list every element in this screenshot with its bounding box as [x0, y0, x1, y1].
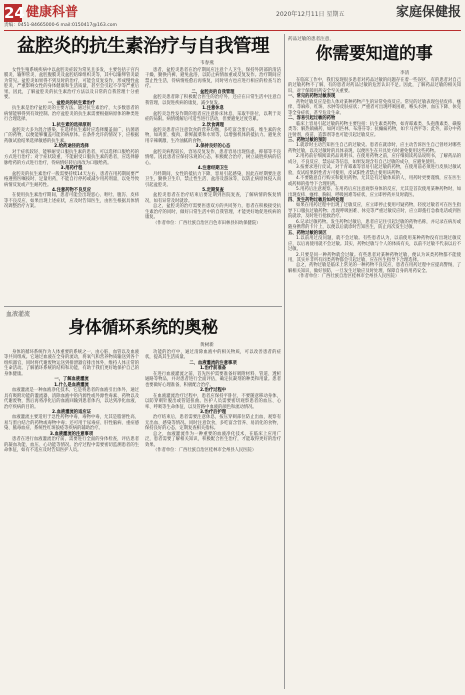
section-heading: 1.抗生素的选择原则: [52, 122, 91, 128]
body-paragraph: 在血液灌流治疗过程中，患者应保持平卧位，不要随意移动身体，以防穿刺针脱出或管道扭曲。医护人员需要密切观察患者的血压、心率、呼吸等生命体征，以及管路中血液的颜色和流动情况。: [145, 393, 281, 410]
page-header: [4, 4, 461, 22]
column-divider: [284, 34, 285, 689]
article1-title: 盆腔炎的抗生素治疗与自我管理: [16, 36, 269, 57]
body-paragraph: 身体的循环系统作为人体重要的系统之一，由心脏、血管以及血液等共同组成。它通过血液在全身的流动，将氧气和营养物质输送到各个组织器官，同时将代谢废物运送到排泄器官排出体外，维持人体正常的生命活动。了解循环系统的结构和功能，有助于我们更好地保护自己的身体健康。: [4, 350, 139, 377]
body-paragraph: 4.不要随意自行购买和使用药物。尤其是有过敏体质的人，用药时更要谨慎，应在医生或药师的指导下合理用药。: [288, 176, 461, 187]
article3-kicker: 药品过敏的患者注意，: [288, 37, 334, 42]
body-paragraph: 女性生殖系统疾病中以盆腔炎症较为常见且多发，主要包括子宫内膜炎、输卵管炎、盆腔腹膜炎及盆腔结缔组织炎等，其中以输卵管炎最为常见。盆腔炎如果得不到及时的治疗，可能会反复发作，形成慢性盆腔炎，严重影响女性的身体健康和生活质量，甚至会引起不孕等严重后果。因此，了解盆腔炎的抗生素治疗方法以及日常的自我管理十分重要。: [4, 68, 139, 101]
body-paragraph: 5.用药后注意观察。在用药后应注意观察身体的反应，尤其是首次使用某种药物时，如出现皮疹、瘙痒、胸闷、呼吸困难等症状，应立即停药并及时就医。: [288, 187, 461, 198]
body-paragraph: 治疗结束后，患者需要注意休息，按压穿刺部位防止出血，观察有无出血、感染等情况。同时注意饮食，多吃富含营养、易消化的食物，保持良好的心态，定期复查相关指标。: [145, 415, 281, 432]
body-paragraph: 月经期间，女性的抵抗力下降，容易引起感染，因此在经期要注意卫生，勤换卫生巾，禁止性生活、盆浴及游泳等，以防止病原体侵入而引起盆腔炎。: [145, 171, 281, 188]
body-paragraph: 抗生素是治疗盆腔炎的主要方法。通过抗生素治疗，大多数患者的病情能够得到有效控制。治疗盆腔炎的抗生素需要根据病原体的种类进行合理选择。: [4, 106, 139, 123]
section-heading: 二、容易引起过敏的药物: [288, 116, 336, 122]
article-separator: [4, 306, 282, 307]
body-paragraph: 如果在用药过程中出现了过敏反应，应立即停止使用可疑药物，轻度过敏者可在医生指导下口服抗过敏药物；出现呼吸困难、休克等严重过敏反应时，应立即拨打急救电话或到医院就诊，及时进行抢救治疗。: [288, 203, 461, 220]
body-paragraph: 1.以前用过没问题，就不会过敏。有些患者认为，以前使用某种药物没有出现过敏反应，以后再使用就不会过敏。其实，药物过敏与个人的体质有关，以前不过敏不代表以后不过敏。: [288, 236, 461, 253]
article2-kicker: 血液灌流: [6, 311, 31, 318]
body-paragraph: 患者在进行血液灌流治疗前，需要进行全面的身体检查，评估患者的凝血功能、血压、心功能等情况。治疗过程中需要密切监测患者的生命体征，如有不适应及时告知医护人员。: [4, 437, 139, 454]
article2-author: 黄树新: [200, 343, 214, 348]
body-paragraph: （作者单位：广西壮族自治区百色市田林县妇幼保健院）: [153, 220, 261, 226]
article3-body: [288, 78, 461, 280]
body-paragraph: 盆腔炎病程较长，容易反复发作，患者容易出现焦虑、抑郁等不良情绪。因此患者应保持乐观的心态，积极配合治疗，树立战胜疾病的信心。: [145, 149, 281, 166]
body-paragraph: 盆腔炎患者在治疗结束后要定期到医院复查，了解病情的恢复情况，如有异常及时就诊。: [145, 193, 281, 204]
section-heading: 3.血液灌流的注意事项: [49, 431, 94, 437]
section-heading: 二、盆腔炎的自我管理: [191, 89, 235, 95]
body-paragraph: 2.用药前仔细阅读药品说明书。在使用药物之前，应仔细阅读药品说明书，了解药品的成分、不良反应、禁忌证等信息，如果发现含有自己过敏的成分，应避免使用。: [288, 154, 461, 165]
section-heading: 1.治疗前准备: [199, 366, 227, 372]
body-paragraph: 1.就诊时主动告知医生自己的过敏史。患者在就诊时，应主动告诉医生自己曾经对哪些药物过敏，以及过敏时的具体表现，以便医生在开具处方时避免使用这些药物。: [288, 143, 461, 154]
body-paragraph: 患者，盆腔炎患者在治疗期间应注意个人卫生，保持外阴部的清洁干燥，勤换内裤，避免盆浴，以防止病情加重或反复发作。治疗期间应禁止性生活，待病情痊愈后再恢复，同时男方也应进行相应的检查与治疗。: [145, 68, 281, 90]
body-paragraph: 盆腔炎患者除了积极配合医生的治疗外，还应在日常生活中注意自我管理，以促进疾病的康复，减少复发。: [145, 95, 281, 106]
body-paragraph: 在使用抗生素治疗期间，患者可能会出现恶心、呕吐、腹泻、皮疹等不良反应，如果出现上述症状，应及时告知医生，由医生根据具体情况调整治疗方案。: [4, 193, 139, 210]
section-heading: 二、血液灌流的注意事项: [189, 360, 237, 366]
section-heading: 1.什么是血液灌流: [54, 382, 89, 388]
body-paragraph: 药物过敏反应是指人体对某种药物产生的异常免疫反应。常见的过敏表现包括皮疹、瘙痒、荨麻疹、红斑、水肿等皮肤症状；严重者可出现呼吸困难、喉头水肿、血压下降、休克等全身症状，甚至危及生命。: [288, 99, 461, 116]
page-number: 24: [4, 4, 25, 22]
body-paragraph: 2.只要是同一种药物就会过敏。有些患者对某种药物过敏，便认为该类药物都不能使用，其实并非所有同类药物都会引起过敏，应在医生指导下合理选择。: [288, 252, 461, 263]
newspaper-brand: 家庭保健报: [395, 5, 461, 20]
body-paragraph: 盆腔炎患者应注意饮食的营养均衡，多吃富含蛋白质、维生素的食物，如鸡蛋、瘦肉、新鲜蔬菜和水果等，以增强机体的抵抗力。避免食用辛辣刺激、生冷油腻的食物。: [145, 127, 281, 144]
section-heading: 3.治疗后护理: [199, 409, 227, 415]
section-heading: 3.用药疗程: [60, 166, 83, 172]
article1-author: 韦春燕: [200, 61, 214, 66]
article3-author: 李清: [400, 71, 410, 76]
body-paragraph: 3.按要求进行皮试。对于青霉素等容易引起过敏的药物，在使用前必须进行皮肤过敏试验，皮试结果阴性者方可使用，皮试阳性者禁止使用该药物。: [288, 165, 461, 176]
header-rule: [4, 30, 461, 31]
body-paragraph: 血液灌流主要适用于急性药物中毒、毒物中毒，尤其是脂溶性高、易与蛋白结合的药物或毒物中毒；还可用于尿毒症、肝性脑病、重症感染、脓毒血症、系统性红斑狼疮等疾病的辅助治疗。: [4, 415, 139, 432]
section-heading: 三、药物过敏的预防: [288, 137, 327, 143]
section-heading: 2.治疗过程中: [199, 388, 227, 394]
body-paragraph: 功能的治疗中，通过清除血液中的相关物质，可以改善患者的症状，提高其生活质量。: [145, 350, 281, 361]
body-paragraph: 盆腔炎的抗生素治疗一般需要持续14天左右，患者在用药期间要严格遵照医嘱按时、足量用药，不能自行停药或减少用药剂量，以免导致病情反复或产生耐药性。: [4, 171, 139, 188]
section-heading: 3.保持良好的心态: [195, 144, 231, 150]
section-heading: 2.血液灌流的适应证: [52, 409, 91, 415]
body-paragraph: 在进行血液灌流之前，首先医护需要准备好吸附材料、管道、透析通路等物品，并对患者进行全面评估，确定抗凝剂的种类和用量。患者也要做好心理准备，积极配合治疗。: [145, 371, 281, 388]
section-heading: 四、发生药物过敏后如何处理: [288, 197, 344, 203]
section-heading: 4.注意经期卫生: [197, 166, 229, 172]
body-paragraph: 在临床工作中，我们发现很多患者对药品过敏的问题存在着一些误区，有的患者对自己的过敏药物不了解，有的患者对药品过敏的危害认识不足。因此，了解药品过敏的相关知识，对于保障用药安全至关重要。: [288, 78, 461, 94]
body-paragraph: 6.记录过敏药物。发生药物过敏后，患者应记住引起过敏的药物名称，并记录在病历或随身携带的卡片上，以便以后就诊时告知医生，防止再次发生过敏。: [288, 219, 461, 231]
section-heading: 一、了解血液灌流: [54, 377, 89, 383]
body-paragraph: 盆腔炎大多为混合感染，在选择抗生素时应选择覆盖面广、抗菌谱广的药物，以便能够覆盖可能的病原体。在条件允许的情况下，应根据药敏试验结果选择敏感的抗生素。: [4, 127, 139, 144]
article1-column-2: [145, 68, 281, 226]
body-paragraph: 对于症状较轻、能够耐受口服抗生素的患者，可以选择口服给药的方式进行治疗；对于症状较重、不能耐受口服抗生素的患者，应选择静脉给药的方式进行治疗，待病情好转后再改为口服给药。: [4, 149, 139, 166]
section-heading: 一、常见的药物过敏表现: [288, 94, 336, 100]
section-heading: 1.注意休息: [202, 106, 224, 112]
body-paragraph: 盆腔炎急性发作期的患者应注意卧床休息，采取半卧位，以利于炎症的局限。病情缓解后可适当进行活动，但要避免过度劳累。: [145, 111, 281, 123]
issue-date: 2020年12月11日 星期五: [276, 11, 345, 18]
body-paragraph: （作者单位：广西壮族自治区桂林市全州县人民医院）: [153, 448, 257, 454]
article2-title: 身体循环系统的奥秘: [68, 318, 218, 338]
body-paragraph: 总之，药物过敏是临床上常见的一种药物不良反应，患者在用药过程中应提高警惕，了解相关知识，做好预防，一旦发生过敏应及时处理，保障自身的用药安全。: [288, 263, 461, 274]
body-paragraph: 总之，盆腔炎的治疗需要医患双方的共同努力，患者在积极接受抗生素治疗的同时，做好日常生活中的自我管理，才能更好地促进疾病的康复。: [145, 204, 281, 221]
section-heading: 5.定期复查: [202, 187, 224, 193]
section-heading: 4.注意药物不良反应: [52, 187, 91, 193]
section-heading: 2.给药途径的选择: [54, 144, 89, 150]
article2-column-1: [4, 350, 139, 454]
body-paragraph: 血液灌流是一种血液净化技术，它是将患者的血液引出体外，通过具有吸附功能的灌流器，清除血液中的内源性或外源性毒素、药物以及代谢废物，然后再将净化后的血液回输到患者体内，以达到净化血液、治疗疾病的目的。: [4, 388, 139, 410]
editor-line: 责编：0451-84665000-6 mail:0150417@163.com: [4, 23, 118, 28]
article1-column-1: [4, 68, 139, 210]
section-title: 健康科普: [26, 5, 79, 20]
body-paragraph: 临床上容易引起过敏的药物主要包括：抗生素类药物，如青霉素类、头孢菌素类、磺胺类等；解热镇痛药，如阿司匹林、布洛芬等；抗癫痫药物，如卡马西平等；此外，部分中药注射剂、疫苗、造影剂等也可能引起过敏反应。: [288, 121, 461, 138]
section-heading: 五、药物过敏的误区: [288, 230, 327, 236]
body-paragraph: 总之，血液灌流作为一种重要的血液净化技术，在临床上应用广泛，患者需要了解相关知识，积极配合医生治疗，才能取得更好的治疗效果。: [145, 431, 281, 448]
body-paragraph: （作者单位：广西壮族自治区桂林市全州县人民医院）: [296, 274, 400, 280]
article2-column-2: [145, 350, 281, 454]
article3-title: 你需要知道的事: [315, 44, 433, 64]
section-heading: 一、盆腔炎的抗生素治疗: [47, 100, 96, 106]
section-heading: 2.饮食调理: [202, 122, 224, 128]
